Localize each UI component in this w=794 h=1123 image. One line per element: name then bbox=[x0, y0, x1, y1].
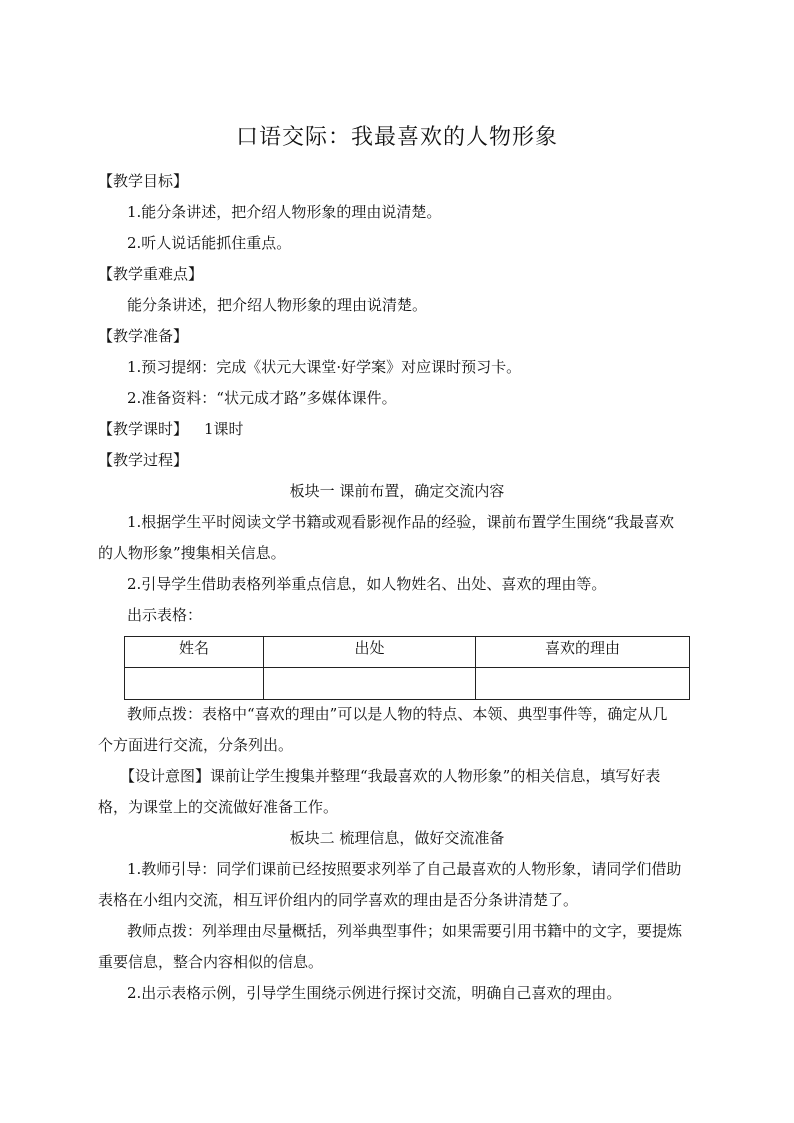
goal-heading: 【教学目标】 bbox=[98, 172, 189, 190]
key-item-1: 能分条讲述，把介绍人物形象的理由说清楚。 bbox=[127, 296, 428, 314]
table-cell-empty bbox=[125, 668, 264, 700]
block1-paragraph-2: 2.引导学生借助表格列举重点信息，如人物姓名、出处、喜欢的理由等。 bbox=[127, 575, 607, 593]
table-cell-empty bbox=[264, 668, 476, 700]
block1-teacher-tip-cont: 个方面进行交流，分条列出。 bbox=[98, 736, 294, 754]
block1-teacher-tip: 教师点拨：表格中“喜欢的理由”可以是人物的特点、本领、典型事件等，确定从几 bbox=[127, 705, 668, 723]
block2-teacher-tip-cont: 重要信息，整合内容相似的信息。 bbox=[98, 953, 324, 971]
block2-teacher-tip: 教师点拨：列举理由尽量概括，列举典型事件；如果需要引用书籍中的文字，要提炼 bbox=[127, 922, 683, 940]
table-header-row bbox=[125, 637, 690, 668]
block2-title: 板块二 梳理信息，做好交流准备 bbox=[289, 829, 505, 847]
table-row bbox=[125, 668, 690, 700]
hours-value: 1课时 bbox=[204, 420, 244, 438]
block2-paragraph-1: 1.教师引导：同学们课前已经按照要求列举了自己最喜欢的人物形象，请同学们借助 bbox=[127, 860, 682, 878]
prep-item-2: 2.准备资料：“状元成才路”多媒体课件。 bbox=[127, 389, 397, 407]
block2-paragraph-2: 2.出示表格示例，引导学生围绕示例进行探讨交流，明确自己喜欢的理由。 bbox=[127, 984, 622, 1002]
block1-title: 板块一 课前布置，确定交流内容 bbox=[289, 482, 505, 500]
block1-paragraph-1: 1.根据学生平时阅读文学书籍或观看影视作品的经验，课前布置学生围绕“我最喜欢 bbox=[127, 513, 674, 531]
table-header-source: 出处 bbox=[264, 637, 476, 668]
info-table bbox=[124, 636, 690, 700]
prep-heading: 【教学准备】 bbox=[98, 327, 189, 345]
table-header-name: 姓名 bbox=[125, 637, 264, 668]
block1-design-intent-cont: 格，为课堂上的交流做好准备工作。 bbox=[98, 798, 339, 816]
page-title: 口语交际：我最喜欢的人物形象 bbox=[235, 125, 558, 150]
block1-design-intent: 【设计意图】课前让学生搜集并整理“我最喜欢的人物形象”的相关信息，填写好表 bbox=[120, 767, 661, 785]
hours-heading: 【教学课时】 bbox=[98, 420, 189, 438]
prep-item-1: 1.预习提纲：完成《状元大课堂·好学案》对应课时预习卡。 bbox=[127, 358, 522, 376]
show-table-label: 出示表格： bbox=[127, 606, 203, 624]
table-cell-empty bbox=[476, 668, 690, 700]
block2-paragraph-1-cont: 表格在小组内交流，相互评价组内的同学喜欢的理由是否分条讲清楚了。 bbox=[98, 891, 579, 909]
goal-item-2: 2.听人说话能抓住重点。 bbox=[127, 234, 292, 252]
goal-item-1: 1.能分条讲述，把介绍人物形象的理由说清楚。 bbox=[127, 203, 442, 221]
block1-paragraph-1-cont: 的人物形象”搜集相关信息。 bbox=[98, 544, 286, 562]
key-heading: 【教学重难点】 bbox=[98, 265, 204, 283]
process-heading: 【教学过程】 bbox=[98, 451, 189, 469]
table-header-reason: 喜欢的理由 bbox=[476, 637, 690, 668]
